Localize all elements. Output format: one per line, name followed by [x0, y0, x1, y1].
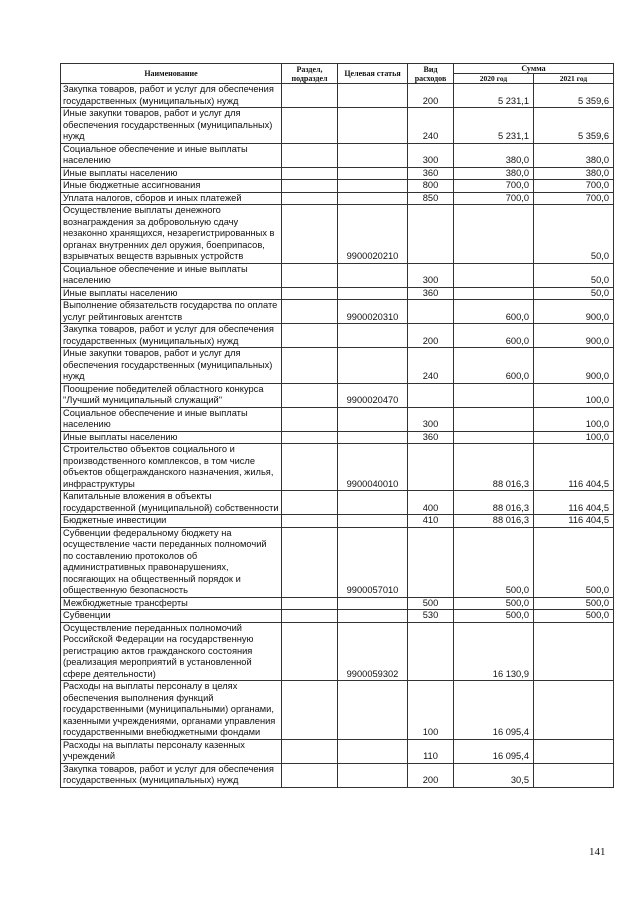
cell-2020: 5 231,1: [454, 84, 534, 108]
cell-target: [338, 167, 408, 180]
cell-2021: [534, 622, 614, 681]
cell-name: Социальное обеспечение и иные выплаты населению: [61, 263, 282, 287]
cell-2020: 380,0: [454, 143, 534, 167]
cell-section: [282, 383, 338, 407]
cell-section: [282, 527, 338, 597]
table-row: [61, 431, 614, 444]
cell-section: [282, 681, 338, 740]
cell-2021: 500,0: [534, 527, 614, 597]
cell-2021: 900,0: [534, 324, 614, 348]
table-row: [61, 263, 614, 287]
cell-section: [282, 739, 338, 763]
table-row: [61, 143, 614, 167]
cell-name: Межбюджетные трансферты: [61, 597, 282, 610]
cell-target: [338, 515, 408, 528]
cell-2020: 5 231,1: [454, 108, 534, 144]
cell-section: [282, 407, 338, 431]
cell-name: Субвенции федеральному бюджету на осуществление части переданных полномочий по составлению протоколов об административных правонарушениях, посягающих на общественный порядок и общественную безопасность: [61, 527, 282, 597]
header-sum: Сумма: [454, 64, 614, 74]
cell-target: [338, 263, 408, 287]
cell-section: [282, 431, 338, 444]
cell-name: Выполнение обязательств государства по оплате услуг рейтинговых агентств: [61, 300, 282, 324]
cell-type: 200: [408, 84, 454, 108]
cell-type: [408, 622, 454, 681]
cell-type: 360: [408, 431, 454, 444]
cell-2020: 380,0: [454, 167, 534, 180]
cell-type: 300: [408, 407, 454, 431]
cell-2020: 500,0: [454, 597, 534, 610]
cell-2020: [454, 263, 534, 287]
cell-2021: 50,0: [534, 263, 614, 287]
cell-type: 110: [408, 739, 454, 763]
cell-name: Поощрение победителей областного конкурса "Лучший муниципальный служащий": [61, 383, 282, 407]
cell-name: Социальное обеспечение и иные выплаты населению: [61, 143, 282, 167]
cell-2021: 380,0: [534, 143, 614, 167]
cell-target: [338, 143, 408, 167]
cell-name: Закупка товаров, работ и услуг для обеспечения государственных (муниципальных) нужд: [61, 763, 282, 787]
cell-target: [338, 407, 408, 431]
table-row: [61, 527, 614, 597]
table-row: [61, 108, 614, 144]
cell-section: [282, 622, 338, 681]
cell-type: 400: [408, 491, 454, 515]
cell-2020: [454, 383, 534, 407]
cell-section: [282, 167, 338, 180]
cell-target: 9900040010: [338, 444, 408, 491]
cell-type: [408, 205, 454, 264]
cell-2021: [534, 763, 614, 787]
cell-2021: 116 404,5: [534, 491, 614, 515]
cell-target: 9900057010: [338, 527, 408, 597]
table-row: [61, 383, 614, 407]
cell-target: [338, 84, 408, 108]
header-2021: 2021 год: [534, 74, 614, 84]
cell-2020: 600,0: [454, 300, 534, 324]
cell-name: Расходы на выплаты персоналу казенных учреждений: [61, 739, 282, 763]
cell-target: 9900020310: [338, 300, 408, 324]
cell-name: Иные бюджетные ассигнования: [61, 180, 282, 193]
cell-section: [282, 84, 338, 108]
cell-2020: 500,0: [454, 610, 534, 623]
cell-name: Иные выплаты населению: [61, 431, 282, 444]
cell-target: [338, 597, 408, 610]
cell-name: Социальное обеспечение и иные выплаты населению: [61, 407, 282, 431]
cell-2020: 500,0: [454, 527, 534, 597]
cell-name: Уплата налогов, сборов и иных платежей: [61, 192, 282, 205]
page-number: 141: [589, 846, 606, 858]
cell-type: [408, 444, 454, 491]
cell-name: Субвенции: [61, 610, 282, 623]
cell-2021: 5 359,6: [534, 108, 614, 144]
cell-type: [408, 383, 454, 407]
cell-section: [282, 205, 338, 264]
cell-target: 9900020210: [338, 205, 408, 264]
cell-section: [282, 192, 338, 205]
cell-2020: 30,5: [454, 763, 534, 787]
cell-2021: 100,0: [534, 407, 614, 431]
cell-type: 200: [408, 324, 454, 348]
table-row: [61, 287, 614, 300]
cell-section: [282, 763, 338, 787]
header-2020: 2020 год: [454, 74, 534, 84]
cell-type: 360: [408, 287, 454, 300]
cell-target: [338, 431, 408, 444]
cell-section: [282, 610, 338, 623]
cell-2020: 600,0: [454, 348, 534, 384]
cell-target: [338, 180, 408, 193]
cell-2020: 88 016,3: [454, 491, 534, 515]
cell-section: [282, 324, 338, 348]
cell-name: Бюджетные инвестиции: [61, 515, 282, 528]
table-row: [61, 739, 614, 763]
cell-2020: [454, 431, 534, 444]
table-row: [61, 167, 614, 180]
cell-name: Закупка товаров, работ и услуг для обеспечения государственных (муниципальных) нужд: [61, 84, 282, 108]
cell-2021: 116 404,5: [534, 444, 614, 491]
cell-target: [338, 324, 408, 348]
table-row: [61, 192, 614, 205]
cell-type: 800: [408, 180, 454, 193]
cell-section: [282, 515, 338, 528]
cell-target: [338, 739, 408, 763]
cell-type: 240: [408, 348, 454, 384]
table-body: [61, 84, 614, 788]
cell-2021: 900,0: [534, 348, 614, 384]
cell-type: 530: [408, 610, 454, 623]
cell-2021: 116 404,5: [534, 515, 614, 528]
cell-target: 9900059302: [338, 622, 408, 681]
cell-target: [338, 348, 408, 384]
cell-type: [408, 527, 454, 597]
cell-2021: 500,0: [534, 610, 614, 623]
cell-section: [282, 444, 338, 491]
cell-target: [338, 108, 408, 144]
table-row: [61, 407, 614, 431]
cell-section: [282, 491, 338, 515]
table-row: [61, 491, 614, 515]
cell-2020: 700,0: [454, 192, 534, 205]
cell-name: Иные выплаты населению: [61, 167, 282, 180]
cell-2021: 380,0: [534, 167, 614, 180]
cell-target: [338, 681, 408, 740]
table-row: [61, 180, 614, 193]
cell-type: 100: [408, 681, 454, 740]
cell-2021: 100,0: [534, 431, 614, 444]
cell-section: [282, 180, 338, 193]
table-row: [61, 205, 614, 264]
cell-2020: 88 016,3: [454, 444, 534, 491]
cell-2020: 16 095,4: [454, 739, 534, 763]
cell-2021: 50,0: [534, 287, 614, 300]
cell-target: [338, 610, 408, 623]
cell-name: Закупка товаров, работ и услуг для обеспечения государственных (муниципальных) нужд: [61, 324, 282, 348]
cell-2021: 500,0: [534, 597, 614, 610]
cell-type: 300: [408, 263, 454, 287]
cell-2020: [454, 407, 534, 431]
cell-type: 360: [408, 167, 454, 180]
cell-section: [282, 300, 338, 324]
cell-2021: 5 359,6: [534, 84, 614, 108]
cell-name: Расходы на выплаты персоналу в целях обеспечения выполнения функций государственными (муниципальными) органами, казенными учреждениями, органами управления государственными внебюджетными фондами: [61, 681, 282, 740]
cell-2021: [534, 739, 614, 763]
cell-2021: 100,0: [534, 383, 614, 407]
cell-2020: 16 130,9: [454, 622, 534, 681]
cell-2021: 50,0: [534, 205, 614, 264]
cell-name: Иные выплаты населению: [61, 287, 282, 300]
cell-section: [282, 108, 338, 144]
table-row: [61, 515, 614, 528]
header-target: Целевая статья: [338, 64, 408, 84]
cell-name: Осуществление выплаты денежного вознаграждения за добровольную сдачу незаконно хранящихся, незарегистрированных в органах внутренних дел оружия, боеприпасов, взрывчатых веществ взрывных устройств: [61, 205, 282, 264]
cell-type: 850: [408, 192, 454, 205]
table-row: [61, 597, 614, 610]
cell-2020: 700,0: [454, 180, 534, 193]
cell-name: Иные закупки товаров, работ и услуг для обеспечения государственных (муниципальных) нужд: [61, 108, 282, 144]
cell-type: 500: [408, 597, 454, 610]
cell-type: 240: [408, 108, 454, 144]
cell-type: 300: [408, 143, 454, 167]
header-section: Раздел, подраздел: [282, 64, 338, 84]
header-name: Наименование: [61, 64, 282, 84]
cell-target: [338, 287, 408, 300]
cell-type: 200: [408, 763, 454, 787]
cell-target: 9900020470: [338, 383, 408, 407]
cell-2021: 900,0: [534, 300, 614, 324]
cell-section: [282, 597, 338, 610]
table-row: [61, 444, 614, 491]
cell-section: [282, 263, 338, 287]
cell-type: 410: [408, 515, 454, 528]
cell-type: [408, 300, 454, 324]
cell-name: Иные закупки товаров, работ и услуг для обеспечения государственных (муниципальных) нужд: [61, 348, 282, 384]
cell-2021: [534, 681, 614, 740]
cell-2021: 700,0: [534, 180, 614, 193]
budget-table: [60, 63, 614, 788]
table-row: [61, 348, 614, 384]
cell-section: [282, 143, 338, 167]
table-row: [61, 324, 614, 348]
cell-2020: 600,0: [454, 324, 534, 348]
cell-2020: [454, 287, 534, 300]
cell-section: [282, 287, 338, 300]
cell-2020: [454, 205, 534, 264]
cell-section: [282, 348, 338, 384]
cell-target: [338, 763, 408, 787]
table-header: [61, 64, 614, 84]
cell-name: Осуществление переданных полномочий Российской Федерации на государственную регистрацию актов гражданского состояния (реализация мероприятий в установленной сфере деятельности): [61, 622, 282, 681]
table-row: [61, 681, 614, 740]
table-row: [61, 300, 614, 324]
table-row: [61, 610, 614, 623]
header-type: Вид расходов: [408, 64, 454, 84]
cell-target: [338, 192, 408, 205]
table-row: [61, 84, 614, 108]
cell-2021: 700,0: [534, 192, 614, 205]
cell-target: [338, 491, 408, 515]
cell-2020: 88 016,3: [454, 515, 534, 528]
table-row: [61, 763, 614, 787]
cell-2020: 16 095,4: [454, 681, 534, 740]
cell-name: Капитальные вложения в объекты государственной (муниципальной) собственности: [61, 491, 282, 515]
table-row: [61, 622, 614, 681]
cell-name: Строительство объектов социального и производственного комплексов, в том числе объектов общегражданского назначения, жилья, инфраструктуры: [61, 444, 282, 491]
